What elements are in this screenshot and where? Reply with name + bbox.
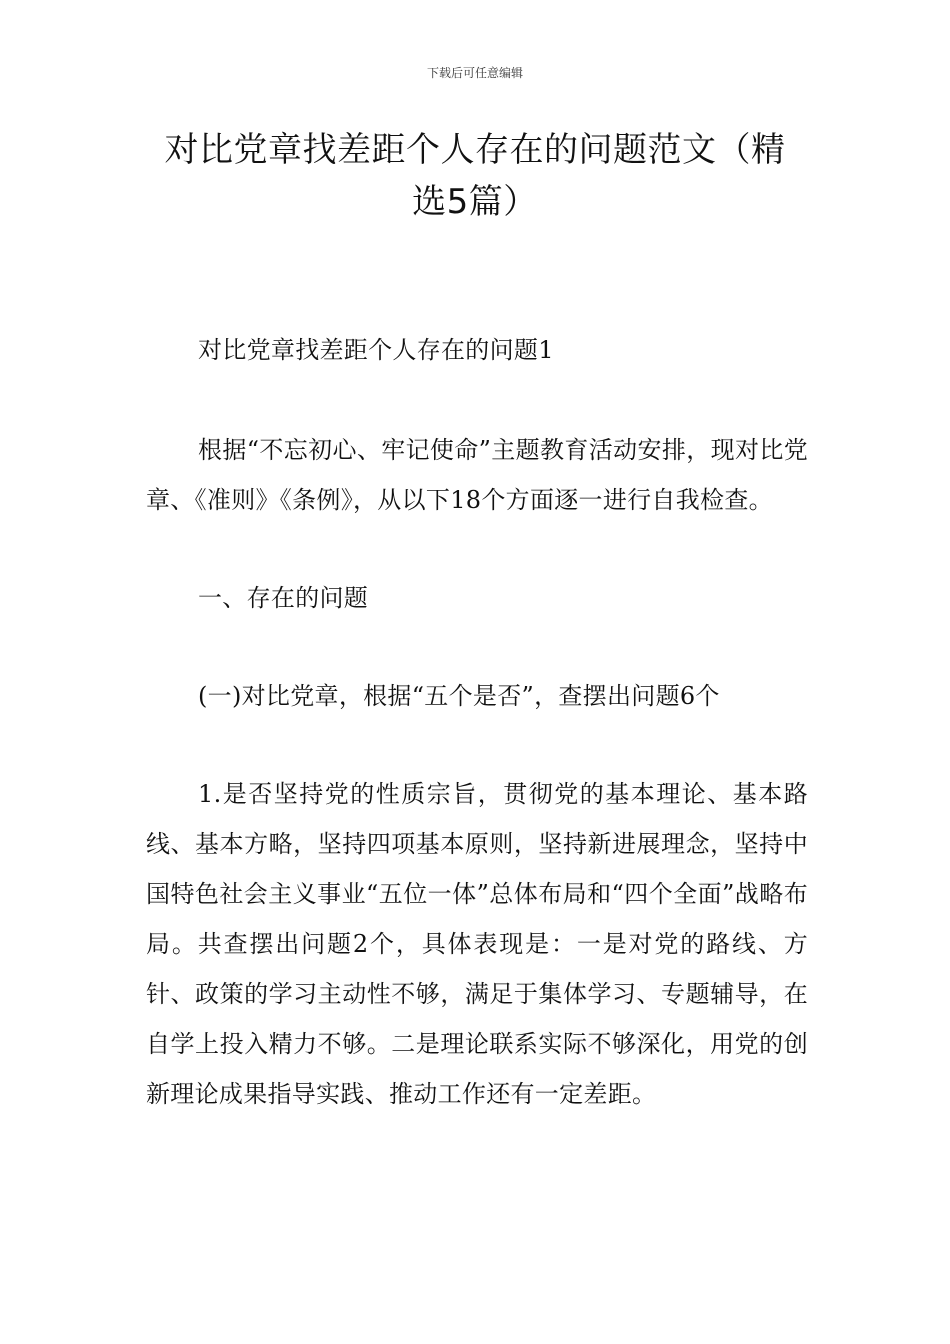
header-note: 下载后可任意编辑 bbox=[426, 66, 523, 80]
subsection-heading: (一)对比党章，根据“五个是否”，查摆出问题6个 bbox=[198, 682, 720, 710]
document-body bbox=[146, 325, 808, 1119]
document-title: 对比党章找差距个人存在的问题范文（精选5篇） bbox=[164, 130, 786, 222]
body-paragraph: 根据“不忘初心、牢记使命”主题教育活动安排，现对比党章、《准则》《条例》，从以下18个方面逐一进行自我检查。 bbox=[146, 436, 808, 514]
body-paragraph: 1.是否坚持党的性质宗旨，贯彻党的基本理论、基本路线、基本方略，坚持四项基本原则，坚持新进展理念，坚持中国特色社会主义事业“五位一体”总体布局和“四个全面”战略布局。共查摆出问题2个，具体表现是：一是对党的路线、方针、政策的学习主动性不够，满足于集体学习、专题辅导，在自学上投入精力不够。二是理论联系实际不够深化，用党的创新理论成果指导实践、推动工作还有一定差距。 bbox=[146, 780, 808, 1108]
subsection-heading: 一、存在的问题 bbox=[198, 584, 369, 612]
section-heading: 对比党章找差距个人存在的问题1 bbox=[198, 336, 554, 364]
